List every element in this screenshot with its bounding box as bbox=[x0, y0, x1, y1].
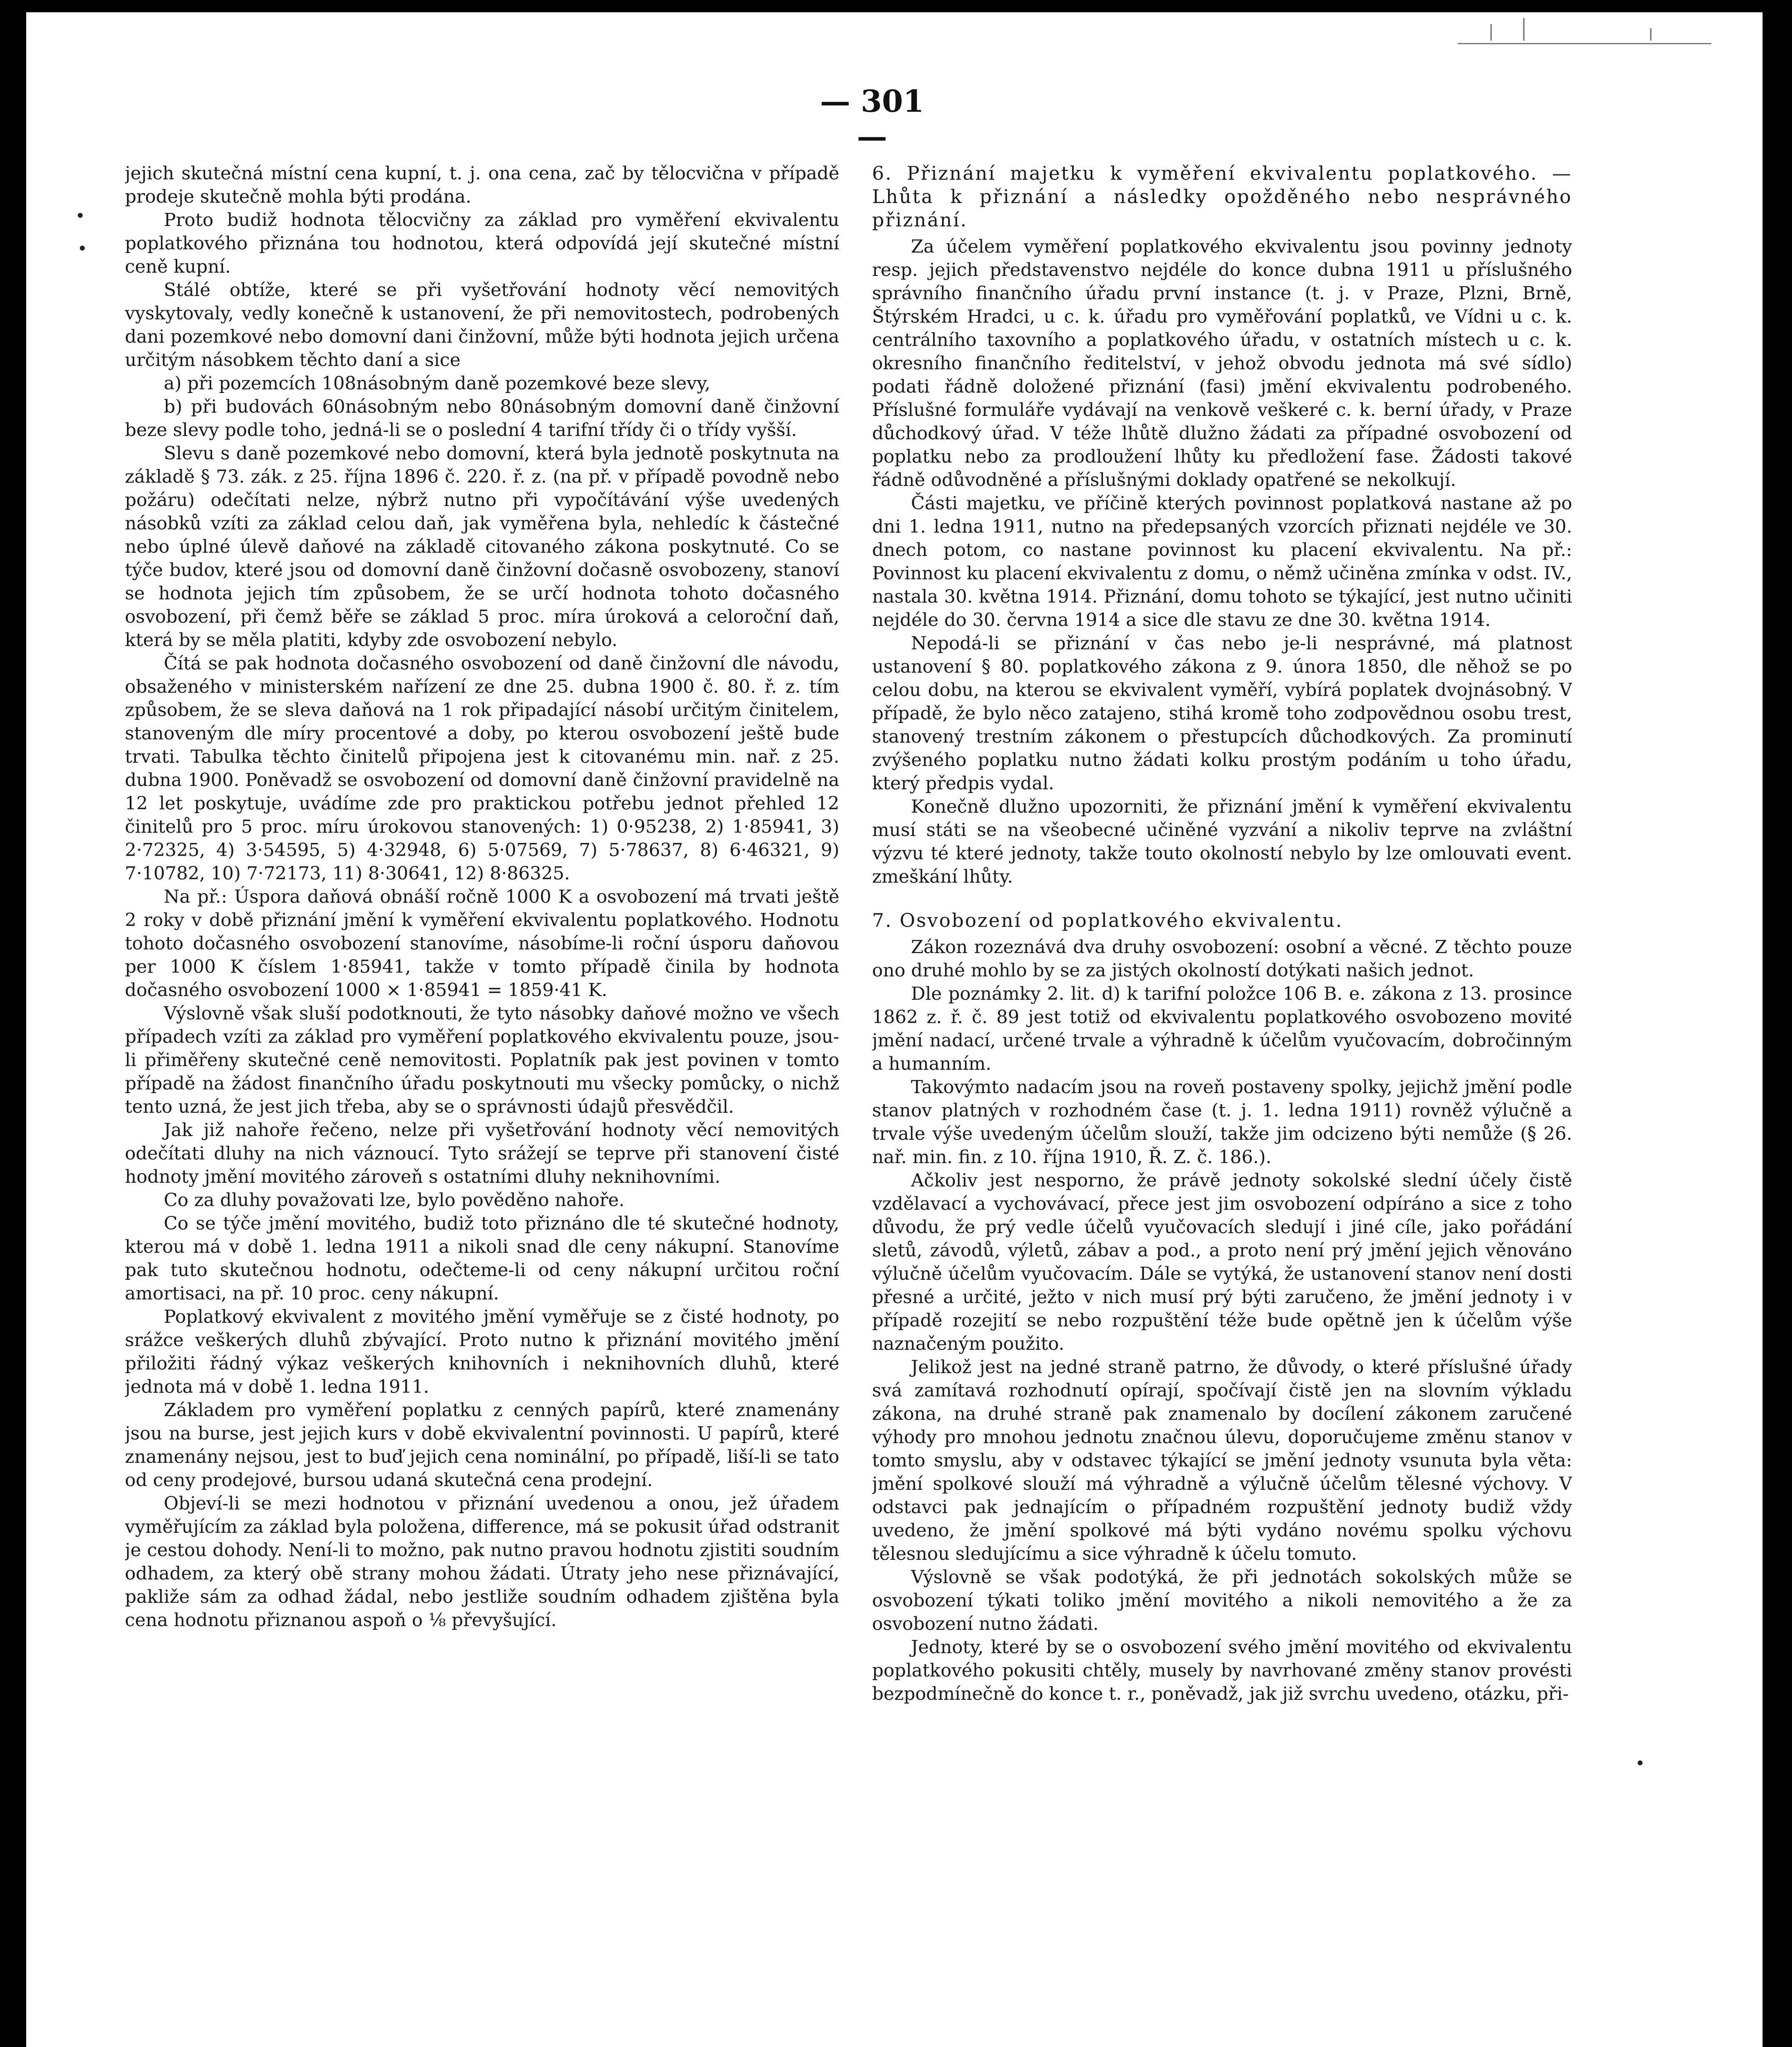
right-column bbox=[872, 162, 1572, 2045]
paragraph: b) při budovách 60násobným nebo 80násobným domovní daně činžovní beze slevy podle toho, jedná-li se o poslední 4 tarifní třídy či o třídy vyšší. bbox=[125, 396, 839, 441]
paragraph: Zákon rozeznává dva druhy osvobození: osobní a věcné. Z těchto pouze ono druhé mohlo by se za jistých okolností dotýkati našich jednot. bbox=[872, 937, 1572, 981]
scan-border-right bbox=[1763, 12, 1779, 2047]
paragraph: Stálé obtíže, které se při vyšetřování hodnoty věcí nemovitých vyskytovaly, vedly konečně k ustanovení, že při nemovitostech, podrobených dani pozemkové nebo domovní dani činžovní, může býti hodnota jejich určena určitým násobkem těchto daní a sice bbox=[125, 280, 839, 371]
paragraph: Části majetku, ve příčině kterých povinnost poplatková nastane až po dni 1. ledna 1911, nutno na předepsaných vzorcích přiznati nejdéle ve 30. dnech potom, co nastane povinnost ku placení ekvivalentu. Na př.: Povinnost ku placení ekvivalentu z domu, o němž učiněna zmínka v odst. IV., nastala 30. května 1914. Přiznání, domu tohoto se týkající, jest nutno učiniti nejdéle do 30. června 1914 a sice dle stavu ze dne 30. května 1914. bbox=[872, 493, 1572, 630]
paragraph: Proto budiž hodnota tělocvičny za základ pro vyměření ekvivalentu poplatkového přiznána tou hodnotou, která odpovídá její skutečné místní ceně kupní. bbox=[125, 210, 839, 277]
paragraph: Výslovně však sluší podotknouti, že tyto násobky daňové možno ve všech případech vzíti za základ pro vyměření poplatkového ekvivalentu pouze, jsou-li přiměřeny skutečné ceně nemovitosti. Poplatník pak jest povinen v tomto případě na žádost finančního úřadu poskytnouti mu všecky pomůcky, o nichž tento uzná, že jest jich třeba, aby se o správnosti údajů přesvědčil. bbox=[125, 1003, 839, 1117]
paragraph: Slevu s daně pozemkové nebo domovní, která byla jednotě poskytnuta na základě § 73. zák. z 25. října 1896 č. 220. ř. z. (na př. v případě povodně nebo požáru) odečítati nelze, nýbrž nutno při vypočítávání výše uvedených násobků vzíti za základ celou daň, jak vyměřena byla, nehledíc k částečné nebo úplné úlevě daňové na základě citovaného zákona poskytnuté. Co se týče budov, které jsou od domovní daně činžovní dočasně osvobozeny, stanoví se hodnota jejich tím způsobem, že se určí hodnota tohoto dočasného osvobození, při čemž běře se základ 5 proc. míra úroková a celoroční daň, která by se měla platiti, kdyby zde osvobození nebylo. bbox=[125, 443, 839, 651]
paragraph: a) při pozemcích 108násobným daně pozemkové beze slevy, bbox=[164, 373, 710, 394]
margin-speck bbox=[80, 246, 85, 251]
paragraph: Poplatkový ekvivalent z movitého jmění vyměřuje se z čisté hodnoty, po srážce veškerých dluhů zbývající. Proto nutno k přiznání movitého jmění přiložiti řádný výkaz veškerých knihovních i neknihovních dluhů, které jednota má v době 1. ledna 1911. bbox=[125, 1306, 839, 1397]
paragraph: Dle poznámky 2. lit. d) k tarifní položce 106 B. e. zákona z 13. prosince 1862 z. ř. č. 89 jest totiž od ekvivalentu poplatkového osvobozeno movité jmění nadací, určené trvale a výhradně k účelům vyučovacím, dobročinným a humanním. bbox=[872, 983, 1572, 1074]
paragraph: Nepodá-li se přiznání v čas nebo je-li nesprávné, má platnost ustanovení § 80. poplatkového zákona z 9. února 1850, dle něhož se po celou dobu, na kterou se ekvivalent vyměří, vybírá poplatek dvojnásobný. V případě, že bylo něco zatajeno, stihá kromě toho zodpovědnou osobu trest, stanovený trestním zákonem o přestupcích důchodkových. Za prominutí zvýšeného poplatku nutno žádati kolku prostým podáním u toho úřadu, který předpis vydal. bbox=[872, 633, 1572, 794]
corner-scribble bbox=[1458, 12, 1711, 44]
paragraph: Na př.: Úspora daňová obnáší ročně 1000 K a osvobození má trvati ještě 2 roky v době přiznání jmění k vyměření ekvivalentu poplatkového. Hodnotu tohoto dočasného osvobození stanovíme, násobíme-li roční úsporu daňovou per 1000 K číslem 1·85941, takže v tomto případě činila by hodnota dočasného osvobození 1000 × 1·85941 = 1859·41 K. bbox=[125, 886, 839, 1001]
scan-border-left bbox=[12, 12, 26, 2047]
paragraph: Konečně dlužno upozorniti, že přiznání jmění k vyměření ekvivalentu musí státi se na všeobecné učiněné vyzvání a nikoliv teprve na zvláštní výzvu té které jednoty, takže touto okolností nebylo by lze omlouvati event. zmeškání lhůty. bbox=[872, 796, 1572, 887]
paragraph: Jak již nahoře řečeno, nelze při vyšetřování hodnoty věcí nemovitých odečítati dluhy na nich váznoucí. Tyto srážejí se teprve při stanovení čisté hodnoty jmění movitého zároveň s ostatními dluhy neknihovními. bbox=[125, 1120, 839, 1187]
paragraph: Takovýmto nadacím jsou na roveň postaveny spolky, jejichž jmění podle stanov platných v rozhodném čase (t. j. 1. ledna 1911) rovněž výlučně a trvale výše uvedeným účelům slouží, takže jim odcizeno býti nemůže (§ 26. nař. min. fin. z 10. října 1910, Ř. Z. č. 186.). bbox=[872, 1077, 1572, 1168]
paragraph: Ačkoliv jest nesporno, že právě jednoty sokolské slední účely čistě vzdělavací a vychovávací, přece jest jim osvobození odpíráno a sice z toho důvodu, že prý vedle účelů vyučovacích sledují i jiné cíle, jako pořádání sletů, závodů, výletů, zábav a pod., a proto není prý jmění jejich věnováno výlučně účelům vyučovacím. Dále se vytýká, že ustanovení stanov není dosti přesné a určité, ježto v nich musí prý býti zaručeno, že jmění jednoty i v případě rozejití se nebo rozpuštění téže bude opětně jen k účelům výše naznačeným použito. bbox=[872, 1170, 1572, 1354]
paragraph: Objeví-li se mezi hodnotou v přiznání uvedenou a onou, jež úřadem vyměřujícím za základ byla položena, difference, má se pokusit úřad odstranit je cestou dohody. Není-li to možno, pak nutno pravou hodnotu zjistiti soudním odhadem, za který obě strany mohou žádati. Útraty jeho nese přiznávající, pakliže sám za odhad žádal, nebo jestliže soudním odhadem zjištěna byla cena hodnotu přiznanou aspoň o ⅛ převyšující. bbox=[125, 1493, 839, 1631]
section-6-heading: 6. Přiznání majetku k vyměření ekvivalentu poplatkového. — Lhůta k přiznání a následky opožděného nebo nesprávného přiznání. bbox=[872, 162, 1572, 231]
section-7-heading: 7. Osvobození od poplatkového ekvivalentu. bbox=[872, 909, 1343, 931]
paragraph: jejich skutečná místní cena kupní, t. j. ona cena, zač by tělocvična v případě prodeje skutečně mohla býti prodána. bbox=[125, 163, 839, 207]
paragraph: Čítá se pak hodnota dočasného osvobození od daně činžovní dle návodu, obsaženého v ministerském nařízení ze dne 25. dubna 1900 č. 80. ř. z. tím způsobem, že se sleva daňová na 1 rok připadající násobí určitým činitelem, stanoveným dle míry procentové a doby, po kterou osvobození ještě bude trvati. Tabulka těchto činitelů připojena jest k citovanému min. nař. z 25. dubna 1900. Poněvadž se osvobození od domovní daně činžovní pravidelně na 12 let poskytuje, uvádíme zde pro praktickou potřebu jednot přehled 12 činitelů pro 5 proc. míru úrokovou stanovených: 1) 0·95238, 2) 1·85941, 3) 2·72325, 4) 3·54595, 5) 4·32948, 6) 5·07569, 7) 5·78637, 8) 6·46321, 9) 7·10782, 10) 7·72173, 11) 8·30641, 12) 8·86325. bbox=[125, 653, 839, 884]
paragraph: Základem pro vyměření poplatku z cenných papírů, které znamenány jsou na burse, jest jejich kurs v době ekvivalentní povinnosti. U papírů, které znamenány nejsou, jest to buď jejich cena nominální, po případě, liší-li se tato od ceny prodejové, bursou udaná skutečná cena prodejní. bbox=[125, 1400, 839, 1491]
paragraph: Výslovně se však podotýká, že při jednotách sokolských může se osvobození týkati toliko jmění movitého a nikoli nemovitého a že za osvobození nutno žádati. bbox=[872, 1567, 1572, 1634]
margin-speck bbox=[1638, 1760, 1643, 1765]
paragraph: Jednoty, které by se o osvobození svého jmění movitého od ekvivalentu poplatkového pokusiti chtěly, musely by navrhované změny stanov provésti bezpodmínečně do konce t. r., poněvadž, jak již svrchu uvedeno, otázku, při- bbox=[872, 1637, 1572, 1704]
margin-speck bbox=[78, 213, 83, 218]
left-column bbox=[125, 162, 839, 2045]
page-number: — 301 — bbox=[820, 84, 924, 154]
paragraph: Za účelem vyměření poplatkového ekvivalentu jsou povinny jednoty resp. jejich představenstvo nejdéle do konce dubna 1911 u příslušného správního finančního úřadu první instance (t. j. v Praze, Plzni, Brně, Štýrském Hradci, u c. k. úřadu pro vyměřování poplatků, ve Vídni u c. k. centrálního taxovního a poplatkového úřadu, v ostatních místech u c. k. okresního finančního ředitelství, v jehož obvodu jednota má své sídlo) podati řádně doložené přiznání (fasi) jmění ekvivalentu podrobeného. Příslušné formuláře vydávají na venkově veškeré c. k. berní úřady, v Praze důchodkový úřad. V téže lhůtě dlužno žádati za případné osvobození od poplatku nebo za prodloužení lhůty ku předložení fase. Žádosti takové řádně odůvodněné a příslušnými doklady opatřené se nekolkují. bbox=[872, 236, 1572, 490]
paragraph: Co za dluhy považovati lze, bylo pověděno nahoře. bbox=[164, 1190, 625, 1211]
paragraph: Jelikož jest na jedné straně patrno, že důvody, o které příslušné úřady svá zamítavá rozhodnutí opírají, spočívají čistě jen na slovním výkladu zákona, na druhé straně pak znamenalo by docílení zákonem zaručené výhody pro mnohou jednotu značnou úlevu, doporučujeme změnu stanov v tomto smyslu, aby v odstavec týkající se jmění jednoty vsunuta byla věta: jmění spolkové slouží má výhradně a výlučně účelům tělesné výchovy. V odstavci pak jednajícím o případném rozpuštění jednoty budiž vždy uvedeno, že jmění spolkové má býti vydáno novému spolku výchovu tělesnou sledujícímu a sice výhradně k účelu tomuto. bbox=[872, 1357, 1572, 1564]
paragraph: Co se týče jmění movitého, budiž toto přiznáno dle té skutečné hodnoty, kterou má v době 1. ledna 1911 a nikoli snad dle ceny nákupní. Stanovíme pak tuto skutečnou hodnotu, odečteme-li od ceny nákupní určitou roční amortisaci, na př. 10 proc. ceny nákupní. bbox=[125, 1213, 839, 1304]
